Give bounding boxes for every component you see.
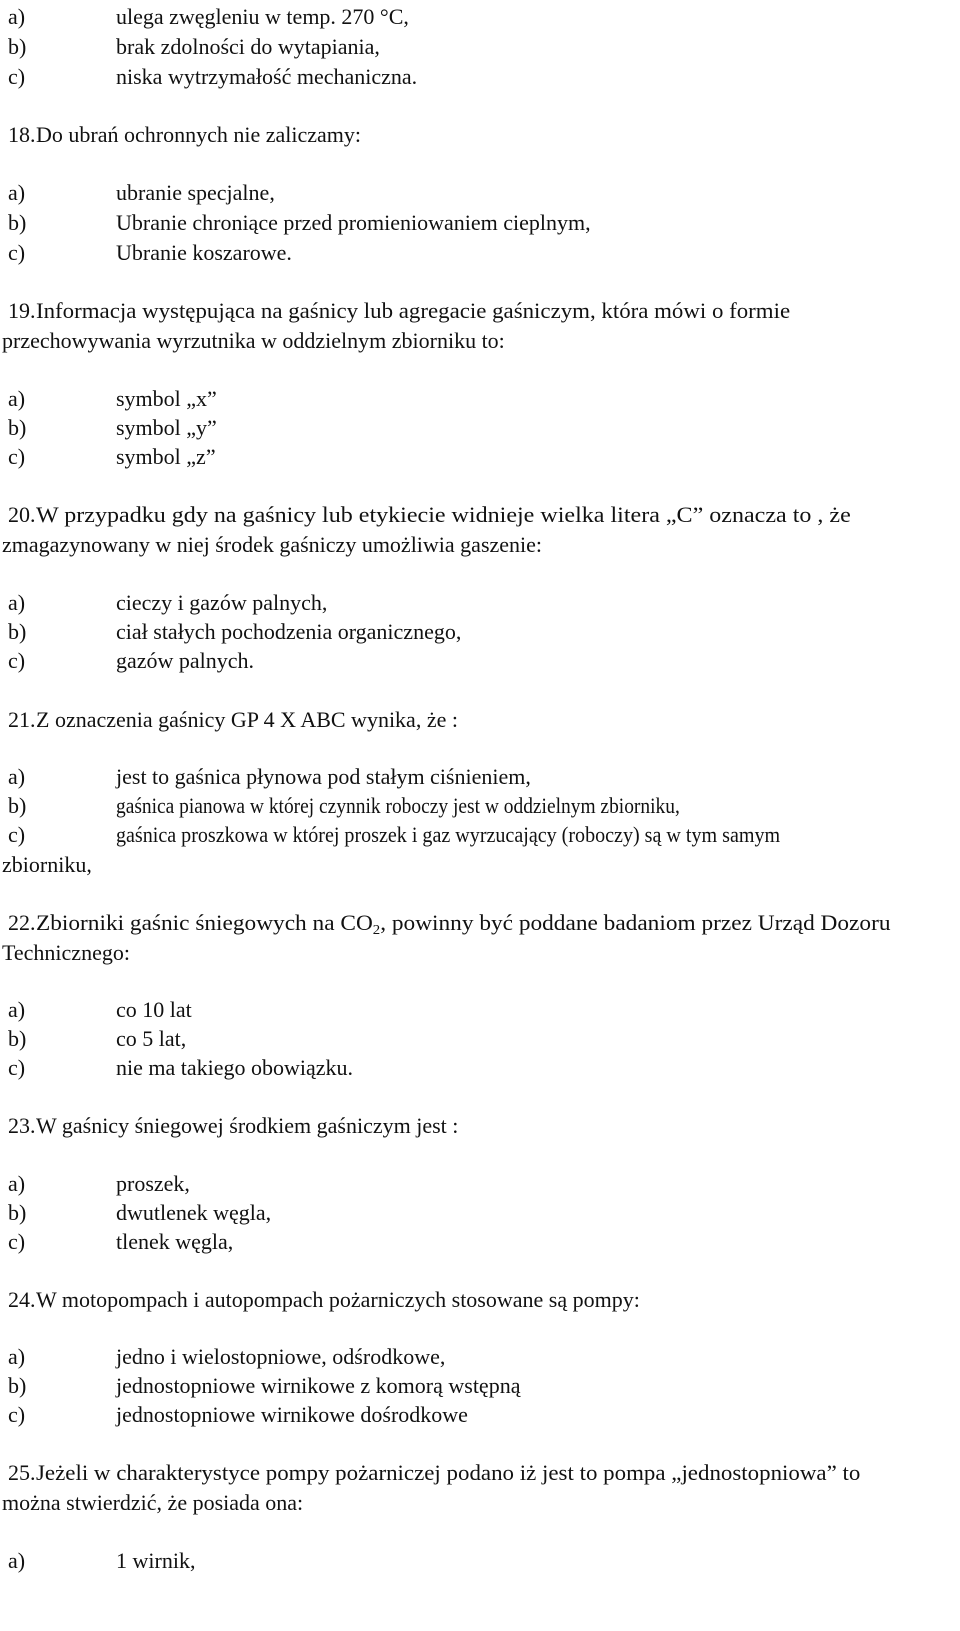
question-number: 23. (8, 1113, 36, 1138)
option-label: b) (8, 1373, 27, 1398)
question-number: 22. (8, 910, 36, 935)
option-label: c) (8, 822, 26, 847)
option-text: jednostopniowe wirnikowe dośrodkowe (116, 1402, 468, 1427)
option-label: b) (8, 793, 27, 818)
option-label: a) (8, 764, 26, 789)
question-text-part: Z oznaczenia gaśnicy GP 4 X ABC wynika, że : (36, 707, 458, 732)
question-text (36, 1287, 640, 1313)
question-text-part: W przypadku gdy na gaśnicy lub etykiecie widnieje wielka litera „C” oznacza to , że (36, 502, 851, 527)
question-text-part: , powinny być poddane badaniom przez Urząd Dozoru (380, 910, 891, 935)
option-text: brak zdolności do wytapiania, (116, 34, 380, 59)
question-text (36, 122, 361, 148)
question-text-part: Do ubrań ochronnych nie zaliczamy: (36, 122, 361, 147)
option-label: b) (8, 1026, 27, 1051)
option-text: nie ma takiego obowiązku. (116, 1055, 354, 1080)
continuation-text: Technicznego: (2, 940, 130, 965)
option-text: niska wytrzymałość mechaniczna. (116, 64, 418, 89)
option-label: b) (8, 34, 27, 59)
option-label: a) (8, 1344, 26, 1369)
option-label: a) (8, 590, 26, 615)
option-label: a) (8, 1548, 26, 1573)
option-text: jedno i wielostopniowe, odśrodkowe, (116, 1344, 446, 1369)
question-number: 19. (8, 298, 36, 323)
option-label: b) (8, 619, 27, 644)
option-label: a) (8, 180, 26, 205)
option-label: c) (8, 240, 26, 265)
question-text (36, 1113, 458, 1139)
question-text-part: Zbiorniki gaśnic śniegowych na CO (36, 910, 373, 935)
question-number: 18. (8, 122, 36, 147)
option-label: a) (8, 4, 26, 29)
option-text: gaśnica pianowa w której czynnik roboczy jest w oddzielnym zbiorniku, (116, 793, 680, 818)
question-text-part: W gaśnicy śniegowej środkiem gaśniczym jest : (36, 1113, 459, 1138)
option-label: c) (8, 444, 26, 469)
continuation-text: przechowywania wyrzutnika w oddzielnym zbiorniku to: (2, 328, 505, 353)
subscript: 2 (372, 923, 381, 938)
option-text: jest to gaśnica płynowa pod stałym ciśnieniem, (116, 764, 531, 789)
question-text (36, 298, 790, 324)
option-label: a) (8, 1171, 26, 1196)
option-text: ciał stałych pochodzenia organicznego, (116, 619, 462, 644)
option-text: tlenek węgla, (116, 1229, 234, 1254)
question-text (36, 910, 890, 936)
option-text: ubranie specjalne, (116, 180, 275, 205)
option-text: Ubranie koszarowe. (116, 240, 292, 265)
option-label: a) (8, 997, 26, 1022)
continuation-text: zbiorniku, (2, 852, 92, 877)
question-number: 20. (8, 502, 36, 527)
question-text-part: Jeżeli w charakterystyce pompy pożarniczej podano iż jest to pompa „jednostopniowa” to (36, 1460, 861, 1485)
option-text: jednostopniowe wirnikowe z komorą wstępną (116, 1373, 521, 1398)
option-label: b) (8, 1200, 27, 1225)
question-number: 25. (8, 1460, 36, 1485)
question-text (36, 502, 851, 528)
option-text: co 5 lat, (116, 1026, 187, 1051)
option-text: co 10 lat (116, 997, 192, 1022)
option-text: symbol „y” (116, 415, 217, 440)
option-text: symbol „z” (116, 444, 216, 469)
option-text: Ubranie chroniące przed promieniowaniem cieplnym, (116, 210, 591, 235)
option-label: c) (8, 64, 26, 89)
option-text: gaśnica proszkowa w której proszek i gaz wyrzucający (roboczy) są w tym samym (116, 822, 781, 847)
question-text (36, 1460, 860, 1486)
question-text (36, 707, 458, 733)
option-label: a) (8, 386, 26, 411)
option-text: 1 wirnik, (116, 1548, 196, 1573)
question-text-part: W motopompach i autopompach pożarniczych stosowane są pompy: (36, 1287, 640, 1312)
option-label: c) (8, 1229, 26, 1254)
option-text: symbol „x” (116, 386, 217, 411)
option-label: b) (8, 210, 27, 235)
option-text: gazów palnych. (116, 648, 255, 673)
question-text-part: Informacja występująca na gaśnicy lub agregacie gaśniczym, która mówi o formie (36, 298, 791, 323)
option-text: dwutlenek węgla, (116, 1200, 272, 1225)
option-label: c) (8, 648, 26, 673)
option-label: c) (8, 1402, 26, 1427)
question-number: 24. (8, 1287, 36, 1312)
option-label: c) (8, 1055, 26, 1080)
option-text: ulega zwęgleniu w temp. 270 °C, (116, 4, 409, 29)
continuation-text: można stwierdzić, że posiada ona: (2, 1490, 304, 1515)
continuation-text: zmagazynowany w niej środek gaśniczy umożliwia gaszenie: (2, 532, 543, 557)
option-text: proszek, (116, 1171, 190, 1196)
question-number: 21. (8, 707, 36, 732)
option-text: cieczy i gazów palnych, (116, 590, 328, 615)
option-label: b) (8, 415, 27, 440)
